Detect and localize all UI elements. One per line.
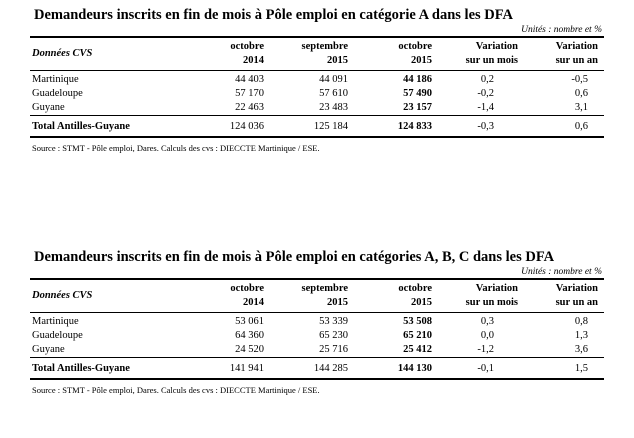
row-label: Martinique xyxy=(32,316,79,327)
table-title: Demandeurs inscrits en fin de mois à Pôle emploi en catégories A, B, C dans les DFA xyxy=(34,249,555,265)
header-col-oct-2015: octobre 2015 xyxy=(398,41,432,66)
header-col-var-year: Variation sur un an xyxy=(555,283,598,308)
header-row xyxy=(30,279,604,313)
cell: 1,5 xyxy=(574,363,588,374)
table-row xyxy=(30,87,604,101)
cell: -0,2 xyxy=(477,88,494,99)
table-title: Demandeurs inscrits en fin de mois à Pôle emploi en catégorie A dans les DFA xyxy=(34,7,514,23)
cell: 44 403 xyxy=(235,74,264,85)
source-note: Source : STMT - Pôle emploi, Dares. Calculs des cvs : DIECCTE Martinique / ESE. xyxy=(32,143,320,153)
table-row xyxy=(30,313,604,330)
header-label: Données CVS xyxy=(32,290,93,301)
cell: 25 412 xyxy=(403,344,432,355)
header-col-oct-2014: octobre 2014 xyxy=(230,283,264,308)
cell: 23 157 xyxy=(403,102,432,113)
data-table xyxy=(30,36,604,138)
cell: 0,3 xyxy=(480,316,494,327)
row-label: Guyane xyxy=(32,344,65,355)
cell: 0,8 xyxy=(574,316,588,327)
cell: 124 833 xyxy=(397,121,432,132)
cell: 22 463 xyxy=(235,102,264,113)
cell: -1,4 xyxy=(477,102,494,113)
table-row xyxy=(30,343,604,358)
cell: 3,1 xyxy=(574,102,588,113)
cell: 57 490 xyxy=(403,88,432,99)
cell: 144 130 xyxy=(397,363,432,374)
cell: 0,0 xyxy=(480,330,494,341)
table-block-category-a xyxy=(30,6,604,153)
cell: 124 036 xyxy=(229,121,264,132)
header-row xyxy=(30,37,604,71)
header-col-var-month: Variation sur un mois xyxy=(465,283,518,308)
units-note: Unités : nombre et % xyxy=(521,267,602,277)
row-label: Guadeloupe xyxy=(32,88,83,99)
source-note: Source : STMT - Pôle emploi, Dares. Calculs des cvs : DIECCTE Martinique / ESE. xyxy=(32,385,320,395)
cell: 23 483 xyxy=(319,102,348,113)
header-col-sep-2015: septembre 2015 xyxy=(301,283,348,308)
cell: 24 520 xyxy=(235,344,264,355)
cell: -1,2 xyxy=(477,344,494,355)
cell: 44 091 xyxy=(319,74,348,85)
header-col-oct-2015: octobre 2015 xyxy=(398,283,432,308)
cell: 25 716 xyxy=(319,344,348,355)
cell: 65 230 xyxy=(319,330,348,341)
cell: 144 285 xyxy=(313,363,348,374)
cell: 125 184 xyxy=(313,121,348,132)
cell: 57 610 xyxy=(319,88,348,99)
table-row xyxy=(30,101,604,116)
cell: -0,1 xyxy=(477,363,494,374)
row-label: Total Antilles-Guyane xyxy=(32,121,130,132)
header-col-sep-2015: septembre 2015 xyxy=(301,41,348,66)
cell: 1,3 xyxy=(574,330,588,341)
header-col-oct-2014: octobre 2014 xyxy=(230,41,264,66)
cell: 53 061 xyxy=(235,316,264,327)
header-col-var-month: Variation sur un mois xyxy=(465,41,518,66)
cell: 53 339 xyxy=(319,316,348,327)
cell: -0,3 xyxy=(477,121,494,132)
header-col-var-year: Variation sur un an xyxy=(555,41,598,66)
cell: 57 170 xyxy=(235,88,264,99)
units-note: Unités : nombre et % xyxy=(521,25,602,35)
cell: 64 360 xyxy=(235,330,264,341)
row-label: Guyane xyxy=(32,102,65,113)
cell: 0,6 xyxy=(574,121,588,132)
cell: 0,6 xyxy=(574,88,588,99)
cell: 141 941 xyxy=(229,363,264,374)
cell: 44 186 xyxy=(403,74,432,85)
data-table xyxy=(30,278,604,380)
total-row xyxy=(30,358,604,380)
cell: 3,6 xyxy=(574,344,588,355)
header-label: Données CVS xyxy=(32,48,93,59)
row-label: Martinique xyxy=(32,74,79,85)
cell: -0,5 xyxy=(571,74,588,85)
table-block-category-abc xyxy=(30,248,604,395)
row-label: Total Antilles-Guyane xyxy=(32,363,130,374)
cell: 53 508 xyxy=(403,316,432,327)
row-label: Guadeloupe xyxy=(32,330,83,341)
total-row xyxy=(30,116,604,138)
cell: 65 210 xyxy=(403,330,432,341)
cell: 0,2 xyxy=(480,74,494,85)
table-row xyxy=(30,329,604,343)
table-row xyxy=(30,71,604,88)
